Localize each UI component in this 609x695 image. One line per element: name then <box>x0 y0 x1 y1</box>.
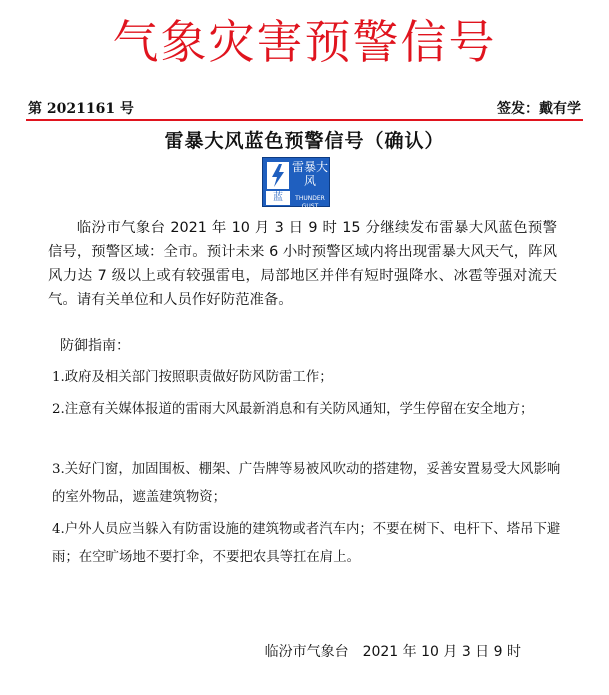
body-paragraph: 临汾市气象台 2021 年 10 月 3 日 9 时 15 分继续发布雷暴大风蓝色预警信号，预警区域：全市。预计未来 6 小时预警区域内将出现雷暴大风天气，阵风风力达 7 级以上或有较强雷电，局部地区并伴有短时强降水、冰雹等强对流天气。请有关单位和人员作好防范准备。 <box>48 220 557 308</box>
guide-item-2: 2.注意有关媒体报道的雷雨大风最新消息和有关防风通知，学生停留在安全地方； <box>52 402 534 417</box>
signal-level: 蓝 <box>266 191 290 205</box>
guide-item-4: 4.户外人员应当躲入有防雷设施的建筑物或者汽车内；不要在树下、电杆下、塔吊下避雨；在空旷场地不要打伞，不要把农具等扛在肩上。 <box>52 522 561 565</box>
thunder-gust-blue-icon <box>262 157 330 210</box>
header-divider <box>26 119 583 121</box>
signer: 签发：戴有学 <box>497 101 581 117</box>
signal-english: THUNDER GUST <box>295 195 325 210</box>
lightning-icon <box>267 162 289 189</box>
header-title: 气象灾害预警信号 <box>112 15 497 69</box>
signal-name: 雷暴大风 <box>292 160 329 188</box>
guide-item-3: 3.关好门窗，加固围板、棚架、广告牌等易被风吹动的搭建物，妥善安置易受大风影响的室外物品，遮盖建筑物资； <box>52 462 561 505</box>
footer-issuer-date: 临汾市气象台 2021 年 10 月 3 日 9 时 <box>264 644 521 660</box>
doc-number: 第 2021161 号 <box>28 101 134 117</box>
document-title: 雷暴大风蓝色预警信号（确认） <box>164 130 445 152</box>
guide-heading: 防御指南： <box>60 338 130 354</box>
meta-row <box>28 98 581 118</box>
guide-item-1: 1.政府及相关部门按照职责做好防风防雷工作； <box>52 370 333 385</box>
